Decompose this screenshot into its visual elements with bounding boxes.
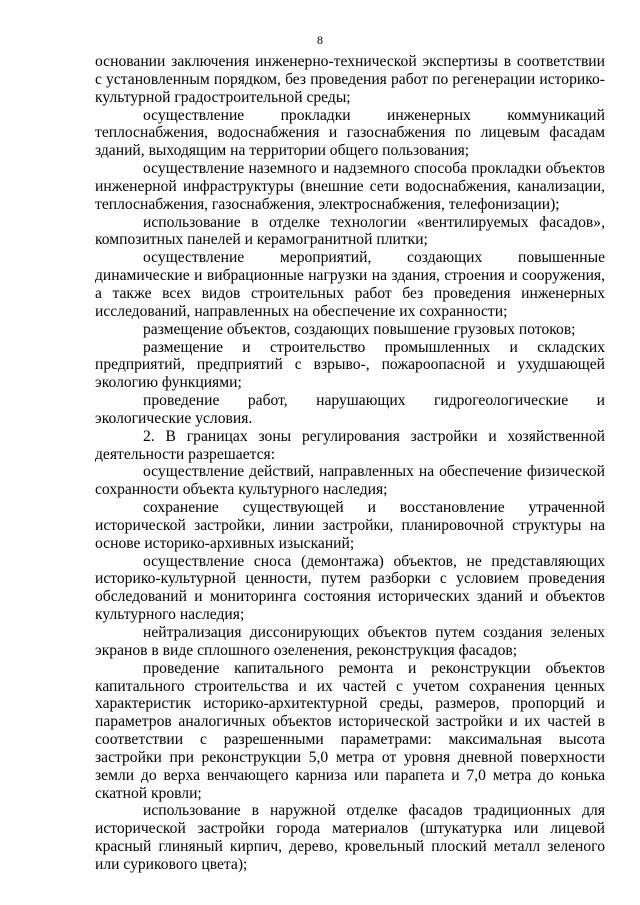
section-heading-paragraph: 2. В границах зоны регулирования застройки и хозяйственной деятельности разрешается: bbox=[95, 427, 605, 463]
paragraph: проведение капитального ремонта и реконструкции объектов капитального строительства и их частей с учетом сохранения ценных характеристик историко-архитектурной среды, размеров, пропорций и параметров аналогичных объектов исторической застройки и их частей в соответствии с разрешенными параметрами: максимальная высота застройки при реконструкции 5,0 метра от уровня дневной поверхности земли до верха венчающего карниза или парапета и 7,0 метра до конька скатной кровли; bbox=[95, 659, 605, 802]
paragraph: использование в наружной отделке фасадов традиционных для исторической застройки города материалов (штукатурка или лицевой красный глиняный кирпич, дерево, кровельный плоский металл зеленого или сурикового цвета); bbox=[95, 802, 605, 873]
paragraph: размещение и строительство промышленных и складских предприятий, предприятий с взрыво-, пожароопасной и ухудшающей экологию функциями; bbox=[95, 338, 605, 392]
paragraph: осуществление действий, направленных на обеспечение физической сохранности объекта культурного наследия; bbox=[95, 463, 605, 499]
paragraph: осуществление сноса (демонтажа) объектов, не представляющих историко-культурной ценности, путем разборки с условием проведения обследований и мониторинга состояния исторических зданий и объектов культурного наследия; bbox=[95, 552, 605, 624]
paragraph: сохранение существующей и восстановление утраченной исторической застройки, линии застройки, планировочной структуры на основе историко-архивных изысканий; bbox=[95, 499, 605, 552]
paragraph: нейтрализация диссонирующих объектов путем создания зеленых экранов в виде сплошного озеленения, реконструкция фасадов; bbox=[95, 624, 605, 659]
paragraph: осуществление прокладки инженерных коммуникаций теплоснабжения, водоснабжения и газоснабжения по лицевым фасадам зданий, выходящим на территории общего пользования; bbox=[95, 106, 605, 160]
paragraph: осуществление мероприятий, создающих повышенные динамические и вибрационные нагрузки на здания, строения и сооружения, а также всех видов строительных работ без проведения инженерных исследований, направленных на обеспечение их сохранности; bbox=[95, 249, 605, 320]
paragraph: размещение объектов, создающих повышение грузовых потоков; bbox=[143, 320, 576, 338]
paragraph: проведение работ, нарушающих гидрогеологические и экологические условия. bbox=[95, 392, 605, 427]
page-number: 8 bbox=[317, 33, 323, 47]
body-text bbox=[95, 53, 605, 874]
paragraph: основании заключения инженерно-технической экспертизы в соответствии с установленным порядком, без проведения работ по регенерации историко-культурной градостроительной среды; bbox=[95, 53, 605, 106]
paragraph: использование в отделке технологии «вентилируемых фасадов», композитных панелей и керамогранитной плитки; bbox=[95, 213, 605, 249]
paragraph: осуществление наземного и надземного способа прокладки объектов инженерной инфраструктуры (внешние сети водоснабжения, канализации, теплоснабжения, газоснабжения, электроснабжения, телефонизации); bbox=[95, 160, 605, 213]
